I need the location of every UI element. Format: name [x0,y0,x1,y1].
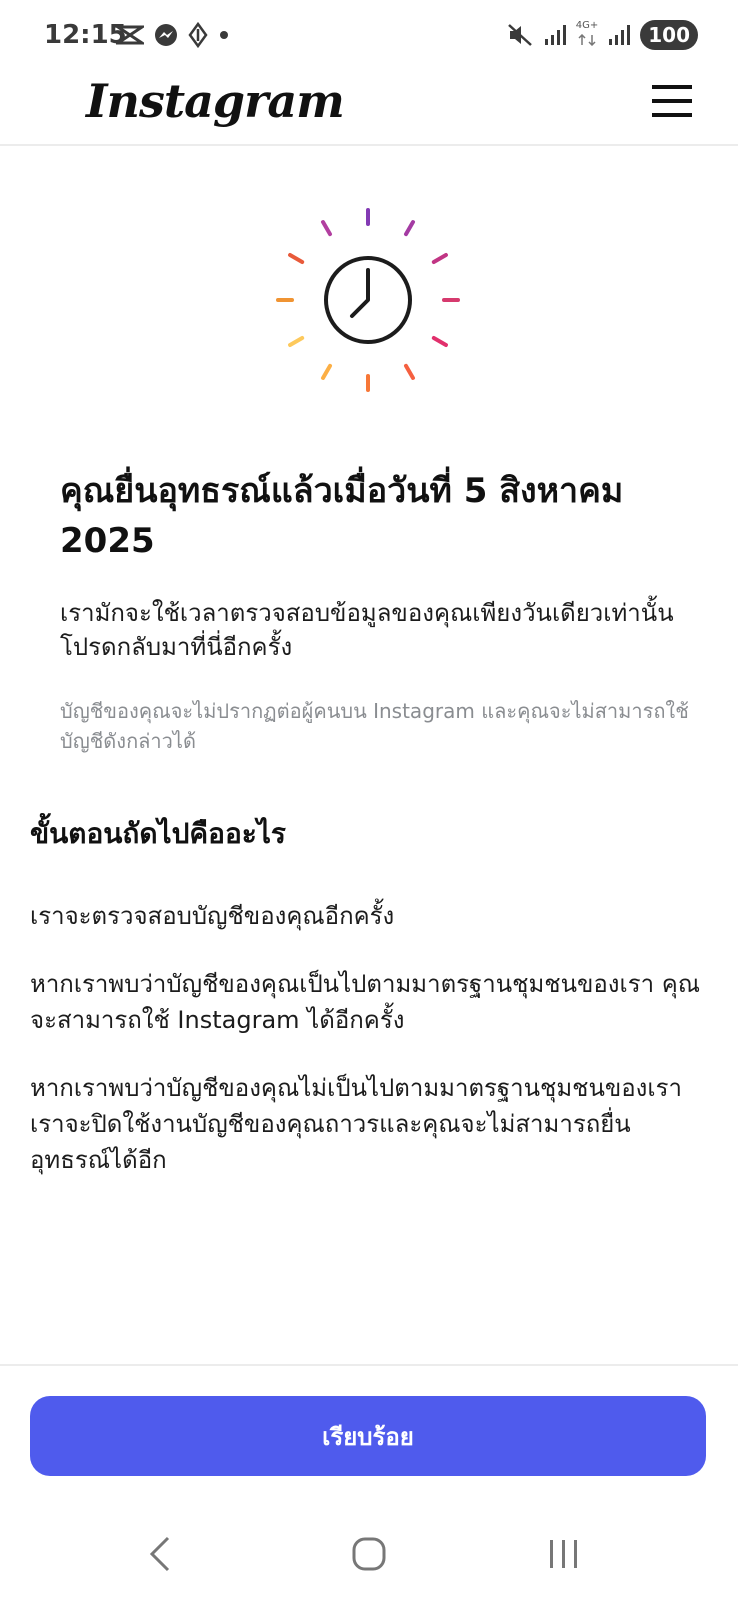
network-type-label: 4G+ [575,19,599,31]
next-steps-heading: ขั้นตอนถัดไปคืออะไร [30,817,286,850]
status-bar [0,0,738,70]
status-time: 12:15 [44,20,127,50]
signal-icon [544,24,566,46]
battery-indicator: 100 [640,20,698,50]
clock-icon [268,200,468,400]
dot-icon [218,29,230,41]
clock-illustration [268,200,468,400]
page-title: คุณยื่นอุทธรณ์แล้วเมื่อวันที่ 5 สิงหาคม 2025 [60,471,624,561]
nav-back-button[interactable] [130,1534,190,1574]
clock-ray [290,255,302,262]
hamburger-menu-icon [652,84,692,118]
clock-ray [323,366,330,378]
capcut-icon [116,24,144,46]
messenger-icon [154,23,178,47]
done-button[interactable]: เรียบร้อย [30,1396,706,1476]
footer-divider [0,1364,738,1366]
account-visibility-note: บัญชีของคุณจะไม่ปรากฏต่อผู้คนบน Instagram และคุณจะไม่สามารถใช้บัญชีดังกล่าวได้ [60,699,689,753]
mute-icon [506,22,534,48]
signal-icon-2 [608,24,630,46]
back-icon [148,1536,172,1572]
data-arrows-icon [576,34,598,46]
clock-ray [434,338,446,345]
vpn-icon [188,22,208,48]
next-step-paragraph-2: หากเราพบว่าบัญชีของคุณเป็นไปตามมาตรฐานชุมชนของเรา คุณจะสามารถใช้ Instagram ได้อีกครั้ง [30,970,701,1034]
next-step-paragraph-1: เราจะตรวจสอบบัญชีของคุณอีกครั้ง [30,902,395,930]
nav-home-button[interactable] [339,1534,399,1574]
network-indicator [576,21,599,50]
clock-ray [323,222,330,234]
next-step-paragraph-3: หากเราพบว่าบัญชีของคุณไม่เป็นไปตามมาตรฐานชุมชนของเรา เราจะปิดใช้งานบัญชีของคุณถาวรและคุณจะไม่สามารถยื่นอุทธรณ์ได้อีก [30,1074,682,1174]
clock-ray [406,222,413,234]
recent-apps-icon [547,1538,581,1570]
clock-ray [434,255,446,262]
instagram-logo: Instagram [86,74,344,128]
notification-icons [116,22,230,48]
page-subtitle: เรามักจะใช้เวลาตรวจสอบข้อมูลของคุณเพียงวันเดียวเท่านั้น โปรดกลับมาที่นี่อีกครั้ง [60,599,674,661]
home-icon [352,1537,386,1571]
clock-ray [406,366,413,378]
clock-ray [290,338,302,345]
nav-recent-apps-button[interactable] [534,1534,594,1574]
system-nav-bar [0,1506,738,1600]
menu-button[interactable] [652,84,692,118]
app-header [0,70,738,146]
